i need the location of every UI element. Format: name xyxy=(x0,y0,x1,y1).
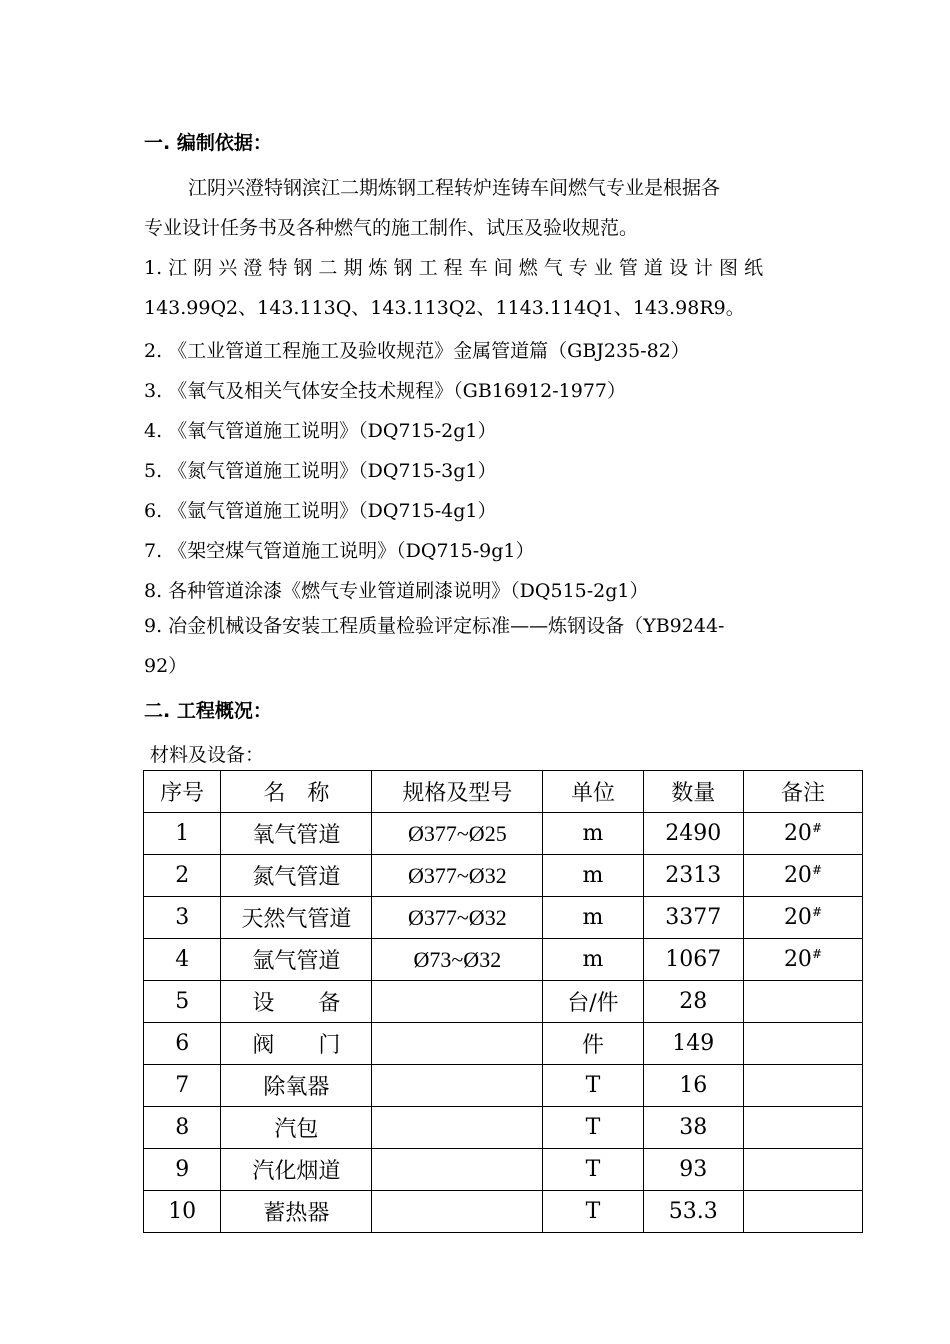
cell-qty: 1067 xyxy=(643,939,743,981)
cell-qty: 93 xyxy=(643,1149,743,1191)
cell-note xyxy=(743,1107,862,1149)
cell-unit: 台/件 xyxy=(543,981,643,1023)
cell-note xyxy=(743,1191,862,1233)
header-unit: 单位 xyxy=(543,771,643,813)
header-spec: 规格及型号 xyxy=(372,771,543,813)
table-row xyxy=(144,1191,863,1233)
list-item-3: 3. 《氧气及相关气体安全技术规程》（GB16912-1977） xyxy=(144,380,627,402)
table-row xyxy=(144,981,863,1023)
table-row xyxy=(144,1065,863,1107)
note-value: 20 xyxy=(783,947,812,972)
table-row xyxy=(144,855,863,897)
cell-no: 2 xyxy=(144,855,221,897)
header-name: 名 称 xyxy=(221,771,372,813)
cell-unit: T xyxy=(543,1065,643,1107)
cell-name: 设 备 xyxy=(221,981,372,1023)
cell-qty: 2313 xyxy=(643,855,743,897)
cell-spec: Ø73~Ø32 xyxy=(372,939,543,981)
cell-name: 除氧器 xyxy=(221,1065,372,1107)
cell-spec xyxy=(372,1107,543,1149)
intro-paragraph xyxy=(144,168,824,248)
note-superscript: # xyxy=(811,863,822,877)
section-heading-basis: 一. 编制依据： xyxy=(144,132,272,154)
cell-name: 天然气管道 xyxy=(221,897,372,939)
note-superscript: # xyxy=(811,905,822,919)
table-row xyxy=(144,1023,863,1065)
table-caption: 材料及设备： xyxy=(150,744,265,766)
section-heading-overview: 二. 工程概况： xyxy=(144,700,272,722)
cell-spec xyxy=(372,1149,543,1191)
header-no: 序号 xyxy=(144,771,221,813)
cell-unit: m xyxy=(543,939,643,981)
table-header-row xyxy=(144,771,863,813)
list-item-9 xyxy=(144,606,824,686)
cell-unit: T xyxy=(543,1149,643,1191)
cell-no: 5 xyxy=(144,981,221,1023)
cell-unit: 件 xyxy=(543,1023,643,1065)
table-row xyxy=(144,1107,863,1149)
materials-table xyxy=(143,770,863,1233)
cell-note xyxy=(743,855,862,897)
cell-no: 6 xyxy=(144,1023,221,1065)
list-item-1-line-2: 143.99Q2、143.113Q、143.113Q2、1143.114Q1、143.98R9。 xyxy=(144,297,745,319)
cell-qty: 28 xyxy=(643,981,743,1023)
cell-spec: Ø377~Ø32 xyxy=(372,897,543,939)
header-note: 备注 xyxy=(743,771,862,813)
cell-unit: m xyxy=(543,897,643,939)
cell-note xyxy=(743,897,862,939)
list-item-9-line-1: 9. 冶金机械设备安装工程质量检验评定标准——炼钢设备（YB9244- xyxy=(144,615,725,637)
cell-spec: Ø377~Ø32 xyxy=(372,855,543,897)
header-qty: 数量 xyxy=(643,771,743,813)
list-item-9-line-2: 92） xyxy=(144,655,188,677)
cell-qty: 38 xyxy=(643,1107,743,1149)
intro-line-1: 江阴兴澄特钢滨江二期炼钢工程转炉连铸车间燃气专业是根据各 xyxy=(188,177,721,199)
cell-spec xyxy=(372,1191,543,1233)
cell-note xyxy=(743,981,862,1023)
cell-unit: m xyxy=(543,813,643,855)
cell-no: 7 xyxy=(144,1065,221,1107)
cell-note xyxy=(743,1065,862,1107)
note-value: 20 xyxy=(783,821,812,846)
cell-name: 蓄热器 xyxy=(221,1191,372,1233)
cell-spec: Ø377~Ø25 xyxy=(372,813,543,855)
cell-name: 汽包 xyxy=(221,1107,372,1149)
cell-name: 汽化烟道 xyxy=(221,1149,372,1191)
cell-spec xyxy=(372,1023,543,1065)
list-item-1 xyxy=(144,248,824,328)
list-item-6: 6. 《氩气管道施工说明》（DQ715-4g1） xyxy=(144,500,497,522)
table-body xyxy=(144,813,863,1233)
cell-name: 氧气管道 xyxy=(221,813,372,855)
note-superscript: # xyxy=(811,947,822,961)
cell-qty: 3377 xyxy=(643,897,743,939)
cell-unit: T xyxy=(543,1107,643,1149)
cell-note xyxy=(743,1023,862,1065)
list-item-8: 8. 各种管道涂漆《燃气专业管道刷漆说明》（DQ515-2g1） xyxy=(144,580,649,602)
note-superscript: # xyxy=(811,821,822,835)
note-value: 20 xyxy=(783,863,812,888)
list-item-2: 2. 《工业管道工程施工及验收规范》金属管道篇（GBJ235-82） xyxy=(144,340,690,362)
cell-note xyxy=(743,813,862,855)
cell-spec xyxy=(372,1065,543,1107)
cell-note xyxy=(743,939,862,981)
cell-qty: 2490 xyxy=(643,813,743,855)
table-row xyxy=(144,813,863,855)
cell-no: 8 xyxy=(144,1107,221,1149)
list-item-4: 4. 《氧气管道施工说明》（DQ715-2g1） xyxy=(144,420,497,442)
cell-name: 氩气管道 xyxy=(221,939,372,981)
cell-no: 1 xyxy=(144,813,221,855)
cell-note xyxy=(743,1149,862,1191)
cell-no: 10 xyxy=(144,1191,221,1233)
cell-qty: 53.3 xyxy=(643,1191,743,1233)
cell-spec xyxy=(372,981,543,1023)
cell-unit: T xyxy=(543,1191,643,1233)
list-item-5: 5. 《氮气管道施工说明》（DQ715-3g1） xyxy=(144,460,497,482)
table-row xyxy=(144,1149,863,1191)
intro-line-2: 专业设计任务书及各种燃气的施工制作、试压及验收规范。 xyxy=(144,217,639,239)
cell-name: 氮气管道 xyxy=(221,855,372,897)
note-value: 20 xyxy=(783,905,812,930)
cell-no: 9 xyxy=(144,1149,221,1191)
table-row xyxy=(144,939,863,981)
cell-qty: 16 xyxy=(643,1065,743,1107)
cell-name: 阀 门 xyxy=(221,1023,372,1065)
list-item-7: 7. 《架空煤气管道施工说明》（DQ715-9g1） xyxy=(144,540,535,562)
cell-unit: m xyxy=(543,855,643,897)
cell-no: 4 xyxy=(144,939,221,981)
list-item-1-line-1: 1. 江 阴 兴 澄 特 钢 二 期 炼 钢 工 程 车 间 燃 气 专 业 管 道 设 计 图 纸 xyxy=(144,257,764,279)
table-row xyxy=(144,897,863,939)
cell-qty: 149 xyxy=(643,1023,743,1065)
cell-no: 3 xyxy=(144,897,221,939)
